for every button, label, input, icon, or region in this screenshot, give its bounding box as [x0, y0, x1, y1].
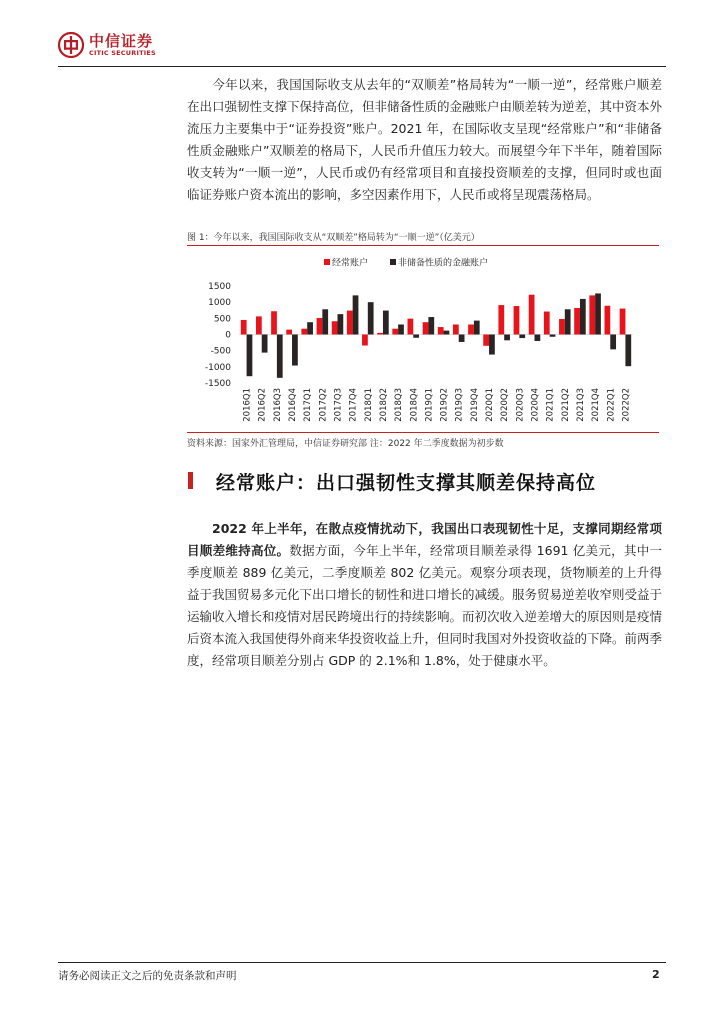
disclaimer-notice: 请务必阅读正文之后的免责条款和声明: [58, 970, 237, 982]
bar-financial-account: [580, 299, 586, 335]
paragraph-lead-bold: 2022 年上半年，在散点疫情扰动下，我国出口表现韧性十足，支撑同期经常项目顺差维持高位。: [187, 521, 662, 558]
bar-current-account: [286, 330, 292, 335]
bar-financial-account: [398, 324, 404, 334]
legend-swatch-financial-account: [390, 259, 396, 265]
bar-financial-account: [277, 335, 283, 378]
bar-current-account: [605, 306, 611, 335]
bar-financial-account: [610, 335, 616, 350]
logo-en-text: CITIC SECURITIES: [89, 49, 156, 57]
x-tick-label: 2017Q2: [318, 388, 329, 422]
bar-financial-account: [444, 331, 450, 335]
bar-current-account: [392, 329, 398, 335]
bar-financial-account: [565, 309, 571, 334]
bar-financial-account: [383, 311, 389, 335]
x-tick-label: 2020Q3: [515, 388, 526, 422]
x-tick-label: 2019Q4: [469, 388, 480, 422]
bar-financial-account: [459, 335, 465, 342]
citic-logo-icon: [58, 32, 84, 58]
bar-current-account: [514, 306, 520, 334]
x-tick-label: 2016Q2: [257, 388, 268, 422]
balance-of-payments-chart: [187, 246, 659, 432]
footer-divider: [58, 962, 666, 963]
bar-current-account: [317, 318, 323, 334]
bar-financial-account: [322, 309, 328, 334]
bar-current-account: [347, 311, 353, 335]
y-tick-label: 0: [225, 330, 231, 341]
bar-financial-account: [489, 335, 495, 355]
x-tick-label: 2021Q1: [545, 388, 556, 422]
x-tick-label: 2021Q4: [591, 388, 602, 422]
bar-financial-account: [428, 317, 434, 334]
bar-current-account: [256, 316, 262, 334]
current-account-paragraph: [187, 518, 662, 672]
bar-financial-account: [353, 295, 359, 334]
bar-financial-account: [474, 321, 480, 335]
bar-current-account: [362, 335, 368, 346]
bar-current-account: [498, 305, 504, 334]
x-tick-label: 2021Q3: [575, 388, 586, 422]
bar-current-account: [620, 309, 626, 335]
legend-swatch-current-account: [324, 259, 330, 265]
bar-current-account: [332, 321, 338, 334]
y-tick-label: 500: [213, 314, 231, 325]
bar-financial-account: [413, 335, 419, 338]
x-tick-label: 2016Q1: [242, 388, 253, 422]
x-tick-label: 2018Q3: [394, 388, 405, 422]
figure-bottom-rule: [187, 432, 659, 433]
bar-current-account: [483, 335, 489, 346]
bar-current-account: [438, 327, 444, 334]
bar-current-account: [453, 324, 459, 334]
header-divider: [58, 66, 666, 67]
section-marker: [188, 472, 193, 489]
x-tick-label: 2016Q4: [288, 388, 299, 422]
bar-financial-account: [247, 335, 253, 377]
x-tick-label: 2021Q2: [560, 388, 571, 422]
bar-financial-account: [262, 335, 268, 353]
bar-financial-account: [338, 314, 344, 334]
bar-current-account: [241, 320, 247, 335]
intro-paragraph: [187, 74, 662, 206]
bar-financial-account: [625, 335, 631, 367]
intro-paragraph-text: 今年以来，我国国际收支从去年的“双顺差”格局转为“一顺一逆”，经常账户顺差在出口强韧性支撑下保持高位，但非储备性质的金融账户由顺差转为逆差，其中资本外流压力主要集中于“证券投资”账户。2021 年，在国际收支呈现“经常账户”和“非储备性质金融账户”双顺差的格局下，人民币升值压力较大。而展望今年下半年，随着国际收支转为“一顺一逆”，人民币或仍有经常项目和直接投资顺差的支撑，但同时或也面临证券账户资本流出的影响，多空因素作用下，人民币或将呈现震荡格局。: [187, 77, 663, 202]
page-header: [58, 32, 662, 62]
x-tick-label: 2022Q2: [621, 388, 632, 422]
x-tick-label: 2020Q2: [500, 388, 511, 422]
y-tick-label: 1500: [208, 282, 231, 292]
y-tick-label: 1000: [208, 298, 231, 309]
x-tick-label: 2018Q4: [409, 388, 420, 422]
x-tick-label: 2017Q4: [348, 388, 359, 422]
x-tick-label: 2019Q2: [439, 388, 450, 422]
bar-financial-account: [550, 335, 556, 337]
bar-current-account: [377, 333, 383, 335]
x-tick-label: 2022Q1: [606, 388, 617, 422]
x-tick-label: 2019Q1: [424, 388, 435, 422]
paragraph-body: 数据方面，今年上半年，经常项目顺差录得 1691 亿美元，其中一季度顺差 889 亿美元，二季度顺差 802 亿美元。观察分项表现，货物顺差的上升得益于我国贸易多元化下出口增长的韧性和进口增长的减缓。服务贸易逆差收窄则受益于运输收入增长和疫情对居民跨境出行的持续影响。而初次收入逆差增大的原因则是疫情后资本流入我国使得外商来华投资收益上升，但同时我国对外投资收益的下降。前两季度，经常项目顺差分别占 GDP 的 2.1%和 1.8%，处于健康水平。: [187, 543, 663, 668]
bar-current-account: [468, 324, 474, 334]
bar-current-account: [423, 322, 429, 334]
bar-financial-account: [519, 335, 525, 339]
bar-financial-account: [595, 293, 601, 334]
bar-financial-account: [307, 322, 313, 334]
x-tick-label: 2017Q3: [333, 388, 344, 422]
y-tick-label: -1000: [204, 362, 231, 373]
bar-current-account: [574, 308, 580, 335]
y-tick-label: -500: [210, 346, 231, 357]
legend-label-current-account: 经常账户: [332, 258, 369, 269]
bar-financial-account: [292, 335, 298, 366]
section-title: 经常账户：出口强韧性支撑其顺差保持高位: [216, 472, 597, 494]
x-tick-label: 2017Q1: [303, 388, 314, 422]
bar-current-account: [544, 312, 550, 335]
citic-logo: [58, 32, 156, 58]
bar-financial-account: [368, 302, 374, 334]
x-tick-label: 2016Q3: [272, 388, 283, 422]
x-tick-label: 2020Q4: [530, 388, 541, 422]
bar-financial-account: [504, 335, 510, 341]
bar-current-account: [529, 295, 535, 335]
bar-current-account: [589, 295, 595, 334]
figure-source: 资料来源：国家外汇管理局，中信证券研究部 注：2022 年二季度数据为初步数: [187, 439, 504, 449]
x-tick-label: 2018Q2: [378, 388, 389, 422]
x-tick-label: 2019Q3: [454, 388, 465, 422]
legend-label-financial-account: 非储备性质的金融账户: [398, 258, 489, 269]
bar-financial-account: [535, 335, 541, 341]
page-number: 2: [652, 968, 660, 981]
x-tick-label: 2020Q1: [485, 388, 496, 422]
y-tick-label: -1500: [204, 379, 231, 389]
x-tick-label: 2018Q1: [363, 388, 374, 422]
bar-current-account: [408, 319, 414, 335]
bar-current-account: [301, 329, 307, 335]
bar-current-account: [559, 319, 565, 335]
bar-current-account: [271, 311, 277, 334]
logo-cn-text: 中信证券: [89, 32, 154, 50]
figure-title: 图 1：今年以来，我国国际收支从“双顺差”格局转为“一顺一逆”（亿美元）: [187, 233, 480, 243]
